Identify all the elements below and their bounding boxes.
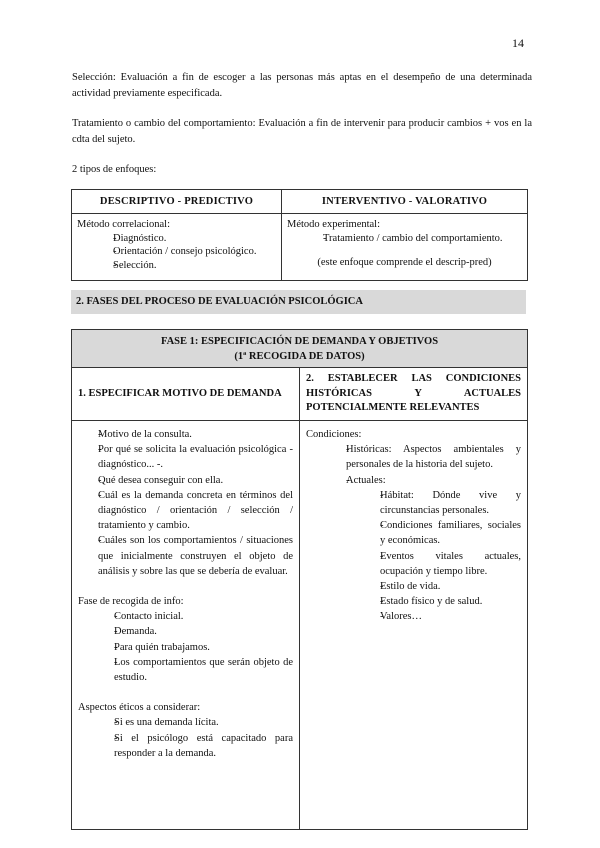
interventivo-header: INTERVENTIVO - VALORATIVO <box>282 190 528 214</box>
list-item: - Demanda. <box>94 624 293 639</box>
list-item: - Contacto inicial. <box>94 609 293 624</box>
list-item: - Tratamiento / cambio del comportamiento. <box>303 232 522 246</box>
list-item: - Estado físico y de salud. <box>358 594 521 609</box>
list-item: - Para quién trabajamos. <box>94 640 293 655</box>
list-item: - Estilo de vida. <box>358 579 521 594</box>
col2-body <box>300 421 528 830</box>
list-item: - Selección. <box>93 259 276 273</box>
list-item: - Actuales: - Hábitat: Dónde vive y circunstancias personales. - Condiciones familiares, sociales y económicas. - Eventos vitales actuales, ocupación y tiempo libre. - Estilo de vida. - Estado físico y de salud. - Valores… <box>326 473 521 625</box>
list-item: - Valores… <box>358 609 521 624</box>
correlacional-label: Método correlacional: <box>77 219 171 230</box>
list-item: - Por qué se solicita la evaluación psicológica -diagnóstico... -. <box>78 442 293 472</box>
list-item: - Hábitat: Dónde vive y circunstancias personales. <box>358 488 521 518</box>
fase1-title-line2: (1ª RECOGIDA DE DATOS) <box>234 350 365 362</box>
list-item: - Motivo de la consulta. <box>78 427 293 442</box>
recogida-title: Fase de recogida de info: <box>78 596 184 608</box>
list-item: - Diagnóstico. <box>93 232 276 246</box>
eticos-title: Aspectos éticos a considerar: <box>78 702 201 714</box>
descriptivo-cell <box>72 214 282 281</box>
fase1-title <box>72 330 528 368</box>
experimental-label: Método experimental: <box>287 219 381 230</box>
enfoques-table <box>71 189 528 281</box>
list-item: - Qué desea conseguir con ella. <box>78 473 293 488</box>
list-item: - Si es una demanda lícita. <box>94 715 293 730</box>
condiciones-title: Condiciones: <box>306 429 362 440</box>
list-item: - Cuál es la demanda concreta en términos del diagnóstico / orientación / selección / tratamiento y cambio. <box>78 488 293 534</box>
col1-header: 1. ESPECIFICAR MOTIVO DE DEMANDA <box>72 368 300 421</box>
fase1-table <box>71 329 528 830</box>
interventivo-cell <box>282 214 528 281</box>
list-item: - Eventos vitales actuales, ocupación y tiempo libre. <box>358 549 521 579</box>
enfoque-note: (este enfoque comprende el descrip-pred) <box>317 257 492 268</box>
col1-body <box>72 421 300 830</box>
enfoques-intro: 2 tipos de enfoques: <box>72 164 157 175</box>
descriptivo-header: DESCRIPTIVO - PREDICTIVO <box>72 190 282 214</box>
list-item: - Orientación / consejo psicológico. <box>93 245 276 259</box>
page-number: 14 <box>512 36 524 50</box>
tratamiento-paragraph: Tratamiento o cambio del comportamiento: Evaluación a fin de intervenir para producir cambios + vos en la cdta del sujeto. <box>72 118 532 145</box>
list-item: - Cuáles son los comportamientos / situaciones que inicialmente construyen el objeto de análisis y sobre las que se debería de evaluar. <box>78 533 293 579</box>
seleccion-paragraph: Selección: Evaluación a fin de escoger a las personas más aptas en el desempeño de una determinada actividad previamente especificada. <box>72 72 532 99</box>
list-item: - Si el psicólogo está capacitado para responder a la demanda. <box>94 731 293 761</box>
fase1-title-line1: FASE 1: ESPECIFICACIÓN DE DEMANDA Y OBJETIVOS <box>160 335 439 347</box>
list-item: - Los comportamientos que serán objeto de estudio. <box>94 655 293 685</box>
list-item: - Condiciones familiares, sociales y económicas. <box>358 518 521 548</box>
list-item: - Históricas: Aspectos ambientales y personales de la historia del sujeto. <box>326 442 521 472</box>
col2-header: 2. ESTABLECER LAS CONDICIONES HISTÓRICAS Y ACTUALES POTENCIALMENTE RELEVANTES <box>300 368 528 421</box>
section-title: 2. FASES DEL PROCESO DE EVALUACIÓN PSICOLÓGICA <box>71 290 526 314</box>
